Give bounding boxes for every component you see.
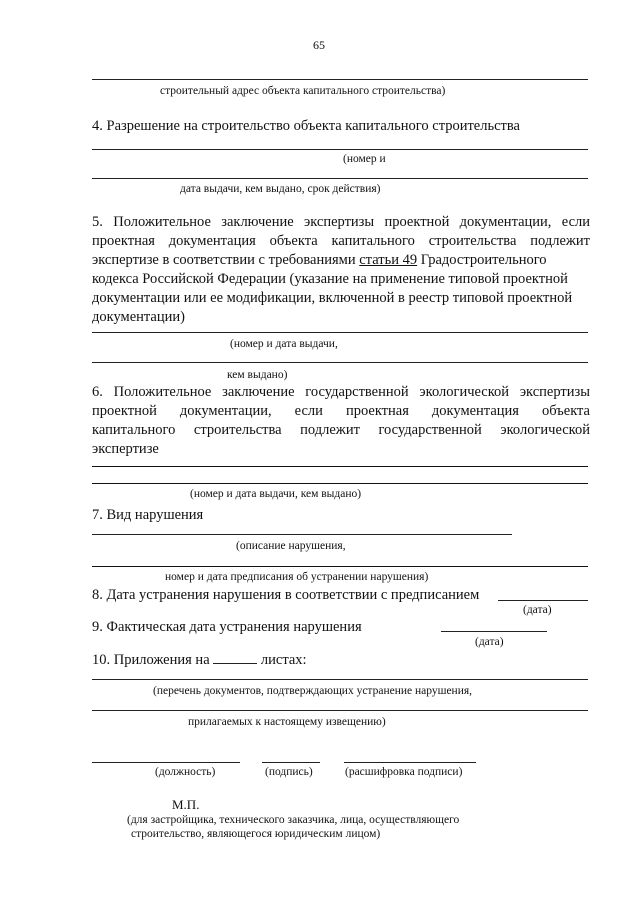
- section-6-line-1: 6. Положительное заключение государственной экологической экспертизы: [92, 384, 590, 400]
- expertise-line-1: [92, 332, 588, 333]
- signature-decoding-caption: (расшифровка подписи): [345, 766, 463, 778]
- section-10-heading: [92, 651, 307, 670]
- section-9-heading: 9. Фактическая дата устранения нарушения: [92, 619, 362, 635]
- sheets-count-blank[interactable]: [213, 651, 257, 664]
- date-9-caption: (дата): [475, 636, 504, 648]
- section-5-line-3: [92, 251, 590, 270]
- section-10-tail: листах:: [260, 652, 307, 668]
- section-5-line-3-tail: Градостроительного: [420, 252, 547, 268]
- section-5-line-1: 5. Положительное заключение экспертизы проектной документации, если: [92, 214, 590, 230]
- date-9-line: [441, 631, 547, 632]
- position-caption: (должность): [155, 766, 216, 778]
- prescription-caption: номер и дата предписания об устранении нарушения): [165, 571, 429, 583]
- date-8-line: [498, 600, 588, 601]
- article-49-link[interactable]: статьи 49: [359, 252, 418, 268]
- violation-desc-caption: (описание нарушения,: [236, 540, 346, 552]
- address-line: [92, 79, 588, 80]
- section-5-line-6: документации): [92, 309, 185, 325]
- signature-decoding-line: [344, 762, 476, 763]
- violation-line-2: [92, 566, 588, 567]
- signature-caption: (подпись): [265, 766, 313, 778]
- eco-line-2: [92, 483, 588, 484]
- permit-number-caption: (номер и: [343, 153, 386, 165]
- position-line: [92, 762, 240, 763]
- violation-line-1: [92, 534, 512, 535]
- section-5-line-5: документации или ее модификации, включенной в реестр типовой проектной: [92, 290, 573, 306]
- page-number: 65: [313, 38, 325, 52]
- docs-attached-caption: прилагаемых к настоящему извещению): [188, 716, 386, 728]
- address-caption: строительный адрес объекта капитального строительства): [160, 85, 446, 97]
- applicant-caption-2: строительство, являющегося юридическим лицом): [131, 828, 381, 840]
- applicant-caption-1: (для застройщика, технического заказчика, лица, осуществляющего: [127, 814, 460, 826]
- section-5-line-3-text: экспертизе в соответствии с требованиями: [92, 252, 356, 268]
- expertise-line-2: [92, 362, 588, 363]
- docs-line-2: [92, 710, 588, 711]
- section-7-heading: 7. Вид нарушения: [92, 507, 204, 523]
- seal-label: М.П.: [172, 797, 200, 812]
- section-4-heading: 4. Разрешение на строительство объекта капитального строительства: [92, 118, 520, 134]
- permit-line-1: [92, 149, 588, 150]
- expertise-issuer-caption: кем выдано): [227, 369, 288, 381]
- eco-line-1: [92, 466, 588, 467]
- section-6-line-3: капитального строительства подлежит государственной экологической: [92, 422, 590, 438]
- expertise-number-caption: (номер и дата выдачи,: [230, 338, 338, 350]
- section-10-label: 10. Приложения на: [92, 652, 210, 668]
- section-5-line-4: кодекса Российской Федерации (указание на применение типовой проектной: [92, 271, 568, 287]
- section-8-heading: 8. Дата устранения нарушения в соответствии с предписанием: [92, 587, 480, 603]
- permit-line-2: [92, 178, 588, 179]
- signature-line: [262, 762, 320, 763]
- eco-number-caption: (номер и дата выдачи, кем выдано): [190, 488, 362, 500]
- docs-line-1: [92, 679, 588, 680]
- permit-details-caption: дата выдачи, кем выдано, срок действия): [180, 183, 381, 195]
- section-6-line-4: экспертизе: [92, 441, 159, 457]
- section-5-line-2: проектная документация объекта капитального строительства подлежит: [92, 233, 590, 249]
- section-6-line-2: проектной документации, если проектная документация объекта: [92, 403, 590, 419]
- docs-list-caption: (перечень документов, подтверждающих устранение нарушения,: [153, 685, 473, 697]
- date-8-caption: (дата): [523, 604, 552, 616]
